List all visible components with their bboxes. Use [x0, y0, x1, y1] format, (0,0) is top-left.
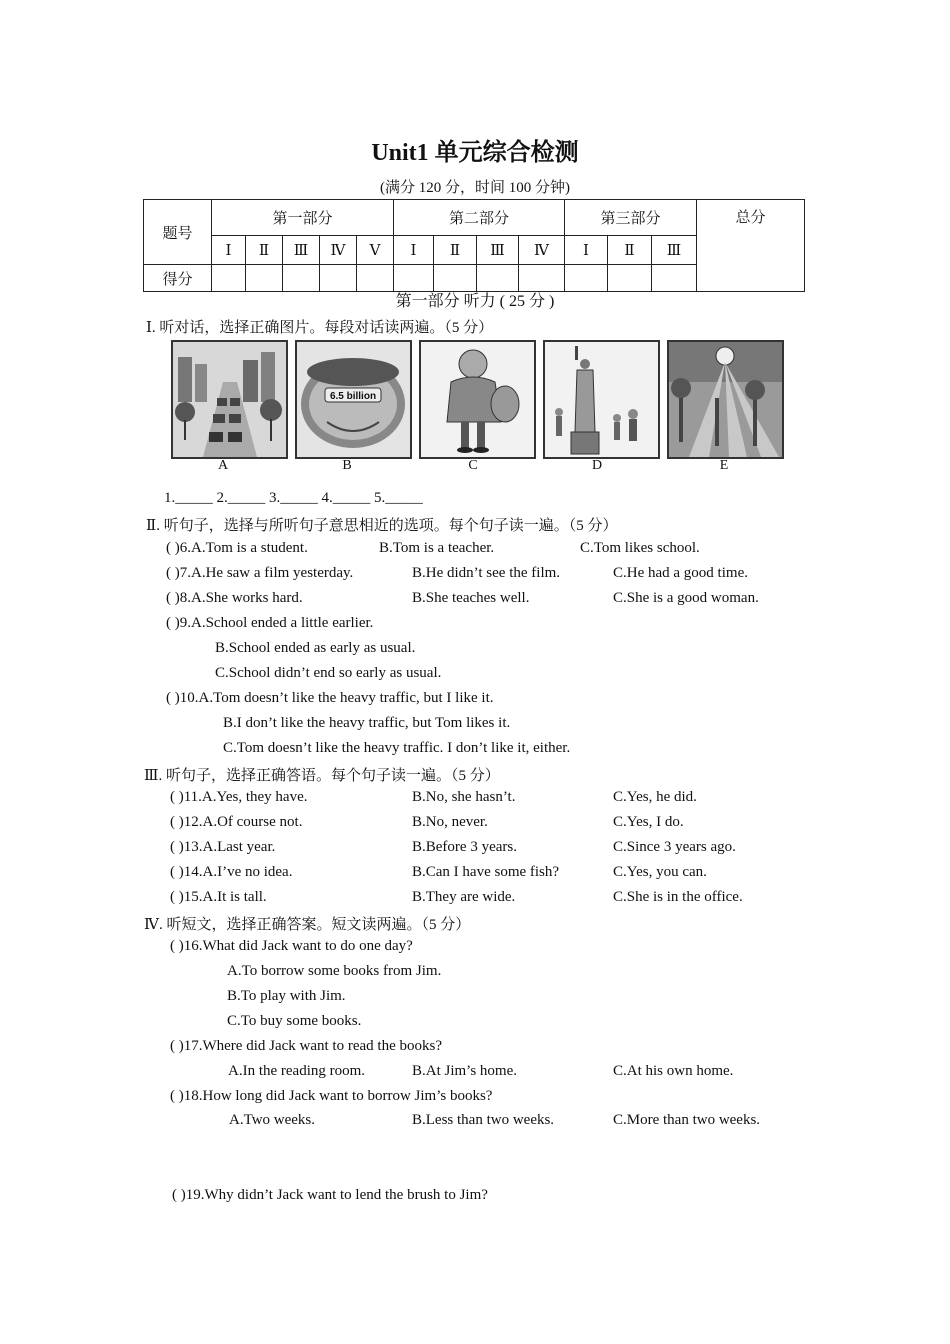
page-subtitle: (满分 120 分，时间 100 分钟) [380, 180, 570, 196]
sec3-instruction: Ⅲ. 听句子，选择正确答语。每个句子读一遍。（5 分） [144, 768, 500, 784]
score-col-p1-3: Ⅲ [283, 236, 320, 265]
q18-option-b[interactable]: B.Less than two weeks. [412, 1112, 555, 1128]
q16-option-b[interactable]: B.To play with Jim. [227, 988, 346, 1004]
q8-option-b[interactable]: B.She teaches well. [412, 590, 530, 606]
q8-option-c[interactable]: C.She is a good woman. [613, 590, 759, 606]
q10-option-c[interactable]: C.Tom doesn’t like the heavy traffic. I don’t like it, either. [223, 740, 571, 756]
q18-option-c[interactable]: C.More than two weeks. [613, 1112, 761, 1128]
picture-label-e: E [719, 458, 729, 473]
picture-c-old-woman [419, 340, 536, 459]
q12-option-c[interactable]: C.Yes, I do. [613, 814, 684, 830]
picture-e-forest [667, 340, 784, 459]
q6-stem: ( )6.A.Tom is a student. [166, 540, 308, 556]
score-table-part3: 第三部分 [565, 200, 697, 236]
q17-option-b[interactable]: B.At Jim’s home. [412, 1063, 518, 1079]
q12-option-b[interactable]: B.No, never. [412, 814, 488, 830]
score-col-p1-2: Ⅱ [246, 236, 283, 265]
q8-stem: ( )8.A.She works hard. [166, 590, 303, 606]
q14-stem: ( )14.A.I’ve no idea. [170, 864, 293, 880]
sec2-instruction: Ⅱ. 听句子，选择与所听句子意思相近的选项。每个句子读一遍。（5 分） [146, 518, 618, 534]
q10-stem: ( )10.A.Tom doesn’t like the heavy traffic, but I like it. [166, 690, 494, 706]
q15-option-c[interactable]: C.She is in the office. [613, 889, 743, 905]
score-col-p2-2: Ⅱ [434, 236, 477, 265]
q9-stem: ( )9.A.School ended a little earlier. [166, 615, 374, 631]
q17-option-c[interactable]: C.At his own home. [613, 1063, 734, 1079]
score-table-part1: 第一部分 [212, 200, 394, 236]
q12-stem: ( )12.A.Of course not. [170, 814, 303, 830]
picture-d-statue [543, 340, 660, 459]
page-title: Unit1 单元综合检测 [371, 140, 579, 166]
q10-option-b[interactable]: B.I don’t like the heavy traffic, but Tom likes it. [223, 715, 511, 731]
q6-option-c[interactable]: C.Tom likes school. [580, 540, 700, 556]
q13-option-b[interactable]: B.Before 3 years. [412, 839, 517, 855]
globe-crowd-icon [297, 342, 410, 457]
score-table [143, 199, 805, 292]
q13-stem: ( )13.A.Last year. [170, 839, 276, 855]
score-col-p1-4: Ⅳ [320, 236, 357, 265]
q15-stem: ( )15.A.It is tall. [170, 889, 267, 905]
score-col-p2-4: Ⅳ [519, 236, 565, 265]
q11-option-b[interactable]: B.No, she hasn’t. [412, 789, 516, 805]
q19-stem: ( )19.Why didn’t Jack want to lend the brush to Jim? [172, 1187, 488, 1203]
sec1-instruction: Ⅰ. 听对话，选择正确图片。每段对话读两遍。（5 分） [146, 320, 494, 336]
q11-option-c[interactable]: C.Yes, he did. [613, 789, 697, 805]
q15-option-b[interactable]: B.They are wide. [412, 889, 516, 905]
q17-option-a[interactable]: A.In the reading room. [228, 1063, 366, 1079]
q7-option-c[interactable]: C.He had a good time. [613, 565, 748, 581]
sec4-instruction: Ⅳ. 听短文，选择正确答案。短文读两遍。（5 分） [144, 917, 471, 933]
q14-option-c[interactable]: C.Yes, you can. [613, 864, 707, 880]
traffic-jam-icon [173, 342, 286, 457]
q18-option-a[interactable]: A.Two weeks. [229, 1112, 316, 1128]
picture-label-c: C [468, 458, 478, 473]
sunlit-forest-icon [669, 342, 782, 457]
score-col-p3-1: Ⅰ [565, 236, 608, 265]
sec1-answer-blanks[interactable]: 1._____ 2._____ 3._____ 4._____ 5._____ [164, 490, 423, 506]
score-col-p3-2: Ⅱ [608, 236, 652, 265]
q13-option-c[interactable]: C.Since 3 years ago. [613, 839, 736, 855]
q17-stem: ( )17.Where did Jack want to read the books? [170, 1038, 442, 1054]
q9-option-c[interactable]: C.School didn’t end so early as usual. [215, 665, 442, 681]
picture-label-d: D [591, 458, 603, 473]
picture-b-population [295, 340, 412, 459]
q7-stem: ( )7.A.He saw a film yesterday. [166, 565, 354, 581]
score-col-p2-3: Ⅲ [477, 236, 519, 265]
picture-label-a: A [217, 458, 229, 473]
score-table-header-label: 题号 [144, 200, 212, 265]
score-row-label: 得分 [144, 265, 212, 292]
q7-option-b[interactable]: B.He didn’t see the film. [412, 565, 561, 581]
statue-of-liberty-icon [545, 342, 658, 457]
q14-option-b[interactable]: B.Can I have some fish? [412, 864, 560, 880]
picture-a-traffic [171, 340, 288, 459]
picture-b-caption: 6.5 billion [329, 391, 377, 402]
q16-option-a[interactable]: A.To borrow some books from Jim. [227, 963, 442, 979]
q11-stem: ( )11.A.Yes, they have. [170, 789, 308, 805]
score-table-total [697, 200, 805, 292]
q18-stem: ( )18.How long did Jack want to borrow Jim’s books? [170, 1088, 493, 1104]
q16-option-c[interactable]: C.To buy some books. [227, 1013, 362, 1029]
q16-stem: ( )16.What did Jack want to do one day? [170, 938, 413, 954]
part1-heading: 第一部分 听力 ( 25 分 ) [395, 293, 555, 310]
score-col-p1-5: Ⅴ [357, 236, 394, 265]
score-col-p3-3: Ⅲ [652, 236, 697, 265]
score-col-p1-1: Ⅰ [212, 236, 246, 265]
q9-option-b[interactable]: B.School ended as early as usual. [215, 640, 416, 656]
score-table-part2: 第二部分 [394, 200, 565, 236]
old-woman-icon [421, 342, 534, 457]
picture-label-b: B [342, 458, 352, 473]
score-table-total-label: 总分 [735, 210, 766, 226]
score-col-p2-1: Ⅰ [394, 236, 434, 265]
q6-option-b[interactable]: B.Tom is a teacher. [379, 540, 495, 556]
